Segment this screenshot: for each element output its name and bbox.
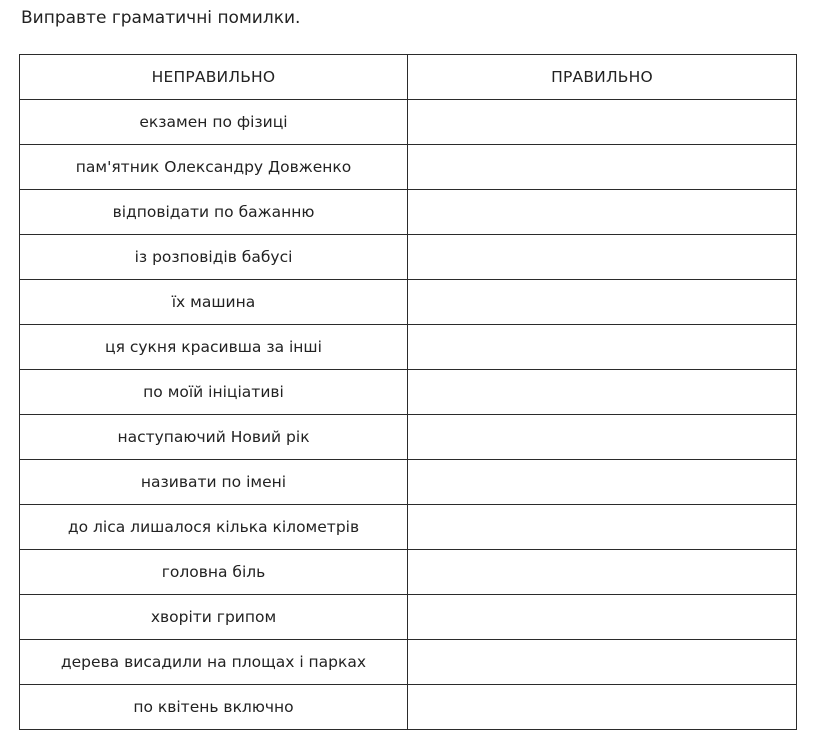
- incorrect-phrase: головна біль: [20, 550, 408, 595]
- header-incorrect: НЕПРАВИЛЬНО: [20, 55, 408, 100]
- correct-answer-cell[interactable]: [408, 415, 797, 460]
- correction-table: [19, 54, 797, 730]
- correct-answer-cell[interactable]: [408, 640, 797, 685]
- correct-answer-cell[interactable]: [408, 325, 797, 370]
- table-header-row: [20, 55, 797, 100]
- table-row: [20, 550, 797, 595]
- instruction-text: Виправте граматичні помилки.: [21, 8, 301, 28]
- correct-answer-cell[interactable]: [408, 505, 797, 550]
- table-row: [20, 415, 797, 460]
- correct-answer-cell[interactable]: [408, 460, 797, 505]
- correct-answer-cell[interactable]: [408, 280, 797, 325]
- table-row: [20, 325, 797, 370]
- table-row: [20, 280, 797, 325]
- incorrect-phrase: дерева висадили на площах і парках: [20, 640, 408, 685]
- incorrect-phrase: ця сукня красивша за інші: [20, 325, 408, 370]
- header-correct: ПРАВИЛЬНО: [408, 55, 797, 100]
- correct-answer-cell[interactable]: [408, 685, 797, 730]
- incorrect-phrase: до ліса лишалося кілька кілометрів: [20, 505, 408, 550]
- table-row: [20, 595, 797, 640]
- incorrect-phrase: пам'ятник Олександру Довженко: [20, 145, 408, 190]
- table-row: [20, 685, 797, 730]
- correct-answer-cell[interactable]: [408, 550, 797, 595]
- table-row: [20, 235, 797, 280]
- incorrect-phrase: наступаючий Новий рік: [20, 415, 408, 460]
- incorrect-phrase: відповідати по бажанню: [20, 190, 408, 235]
- incorrect-phrase: екзамен по фізиці: [20, 100, 408, 145]
- incorrect-phrase: по квітень включно: [20, 685, 408, 730]
- correct-answer-cell[interactable]: [408, 190, 797, 235]
- correct-answer-cell[interactable]: [408, 235, 797, 280]
- incorrect-phrase: із розповідів бабусі: [20, 235, 408, 280]
- incorrect-phrase: їх машина: [20, 280, 408, 325]
- table-row: [20, 145, 797, 190]
- table-row: [20, 640, 797, 685]
- table-row: [20, 100, 797, 145]
- correct-answer-cell[interactable]: [408, 370, 797, 415]
- incorrect-phrase: хворіти грипом: [20, 595, 408, 640]
- table-row: [20, 370, 797, 415]
- correct-answer-cell[interactable]: [408, 595, 797, 640]
- table-row: [20, 460, 797, 505]
- table-row: [20, 190, 797, 235]
- correct-answer-cell[interactable]: [408, 145, 797, 190]
- table-row: [20, 505, 797, 550]
- correct-answer-cell[interactable]: [408, 100, 797, 145]
- incorrect-phrase: називати по імені: [20, 460, 408, 505]
- incorrect-phrase: по моїй ініціативі: [20, 370, 408, 415]
